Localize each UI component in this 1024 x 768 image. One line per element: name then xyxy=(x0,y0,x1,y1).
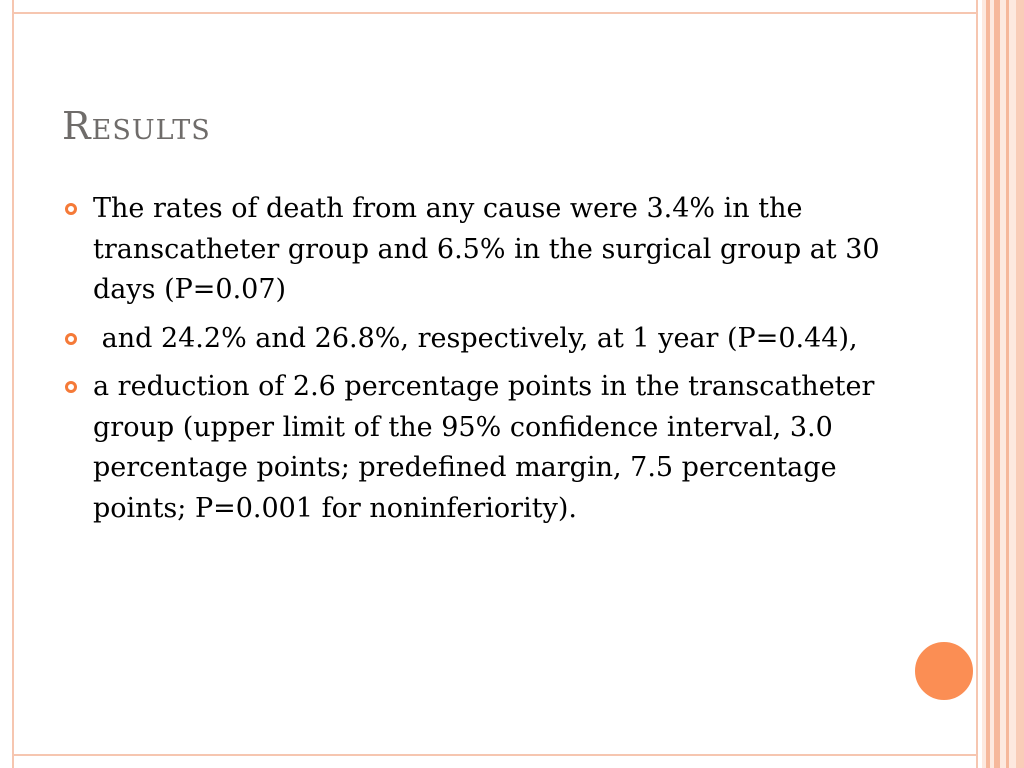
decorative-stripe xyxy=(994,0,1000,768)
slide-title: Results xyxy=(62,104,211,148)
frame-top-line xyxy=(12,12,978,14)
bullet-circle-icon xyxy=(65,381,77,393)
bullet-item xyxy=(62,189,882,311)
frame-right-line xyxy=(976,0,978,768)
bullet-item xyxy=(62,319,882,360)
frame-bottom-line xyxy=(12,754,978,756)
frame-left-line xyxy=(12,0,14,768)
bullet-list xyxy=(62,189,882,537)
bullet-text: and 24.2% and 26.8%, respectively, at 1 year (P=0.44), xyxy=(93,322,858,354)
bullet-item xyxy=(62,367,882,529)
bullet-text: The rates of death from any cause were 3.4% in the transcatheter group and 6.5% in the surgical group at 30 days (P=0.07) xyxy=(93,193,880,305)
decorative-circle xyxy=(913,640,975,702)
bullet-text: a reduction of 2.6 percentage points in the transcatheter group (upper limit of the 95% confidence interval, 3.0 percentage points; predefined margin, 7.5 percentage points; P=0.001 for noninferiority). xyxy=(93,371,875,524)
decorative-stripe xyxy=(1006,0,1009,768)
decorative-stripe xyxy=(986,0,990,768)
bullet-circle-icon xyxy=(65,203,77,215)
bullet-circle-icon xyxy=(65,333,77,345)
decorative-stripe xyxy=(1016,0,1024,768)
